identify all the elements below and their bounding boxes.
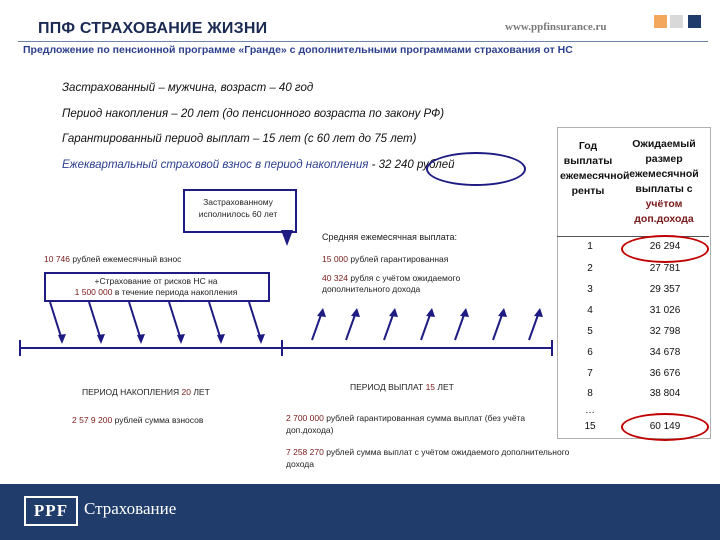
accumulation-period-text: ПЕРИОД НАКОПЛЕНИЯ: [82, 387, 180, 397]
contribution-arrowhead: [137, 334, 145, 344]
guaranteed-payout-text: рублей гарантированная: [350, 254, 449, 264]
payout-arrowhead: [317, 308, 326, 317]
guaranteed-monthly-payout: [322, 254, 448, 264]
total-expected-value: 7 258 270: [286, 447, 324, 457]
payout-period-years: 15: [425, 382, 436, 392]
table-row-value: 38 804: [649, 388, 681, 399]
contribution-arrow: [89, 302, 101, 340]
header-divider: [18, 41, 708, 42]
table-row-value: 32 798: [649, 326, 681, 337]
payout-arrowhead: [460, 308, 469, 317]
table-row-year: 1: [587, 241, 593, 252]
table-row-year: 6: [587, 347, 593, 358]
callout-pointer: [281, 230, 293, 246]
total-guaranteed-payout: [286, 412, 546, 436]
monthly-contribution: [44, 254, 181, 264]
contribution-arrow: [249, 302, 261, 340]
payout-period-text: ПЕРИОД ВЫПЛАТ: [350, 382, 424, 392]
total-contributions-value: 2 57 9 200: [72, 415, 113, 425]
table-header-year: Год выплаты ежемесячной ренты: [560, 140, 630, 197]
table-row-year: 15: [584, 421, 596, 432]
accumulation-period-years: 20: [181, 387, 191, 397]
contribution-arrowhead: [257, 334, 265, 344]
table-header-expected-text: Ожидаемый размер ежемесячной выплаты с: [629, 138, 699, 195]
table-row-value: 29 357: [649, 284, 681, 295]
table-row-year: 8: [587, 388, 593, 399]
total-expected-text: рублей сумма выплат с учётом ожидаемого дополнительного дохода: [286, 447, 570, 469]
total-contributions-text: рублей сумма взносов: [114, 415, 204, 425]
accident-cover-line1: +Страхование от рисков НС на: [94, 276, 218, 286]
premium-label: Ежеквартальный страховой взнос в период накопления: [62, 159, 369, 171]
contribution-arrowhead: [58, 334, 66, 344]
monthly-contribution-text: рублей ежемесячный взнос: [72, 254, 182, 264]
payout-arrowhead: [351, 308, 360, 317]
accumulation-period-unit: ЛЕТ: [193, 387, 210, 397]
total-contributions: [72, 415, 203, 425]
contribution-arrow: [169, 302, 181, 340]
param-insured: Застрахованный – мужчина, возраст – 40 год: [62, 82, 314, 94]
total-guaranteed-value: 2 700 000: [286, 413, 324, 423]
accident-cover-value: 1 500 000: [74, 287, 113, 297]
table-header-expected: [620, 137, 708, 227]
contribution-arrowhead: [177, 334, 185, 344]
expected-monthly-payout: [322, 273, 522, 295]
table-row-year: …: [585, 405, 595, 416]
table-row-value: 60 149: [649, 421, 681, 432]
accent-square-orange: [654, 15, 667, 28]
table-row-year: 2: [587, 263, 593, 274]
payout-arrowhead: [389, 308, 398, 317]
age-callout-text: Застрахованному исполнилось 60 лет: [198, 197, 278, 219]
monthly-contribution-value: 10 746: [44, 254, 70, 264]
accent-square-grey: [670, 15, 683, 28]
table-row-value: 34 678: [649, 347, 681, 358]
contribution-arrowhead: [217, 334, 225, 344]
accident-cover-line2: в течение периода накопления: [114, 287, 238, 297]
table-row-year: 4: [587, 305, 593, 316]
first-year-highlight-oval: [621, 235, 709, 263]
total-guaranteed-text: рублей гарантированная сумма выплат (без учёта доп.дохода): [286, 413, 526, 435]
site-url-link[interactable]: www.ppfinsurance.ru: [505, 21, 607, 33]
payout-period-label: [350, 382, 454, 392]
contribution-arrow: [50, 302, 62, 340]
timeline-diagram: [0, 300, 560, 390]
payout-period-unit: ЛЕТ: [437, 382, 454, 392]
payout-arrows: [312, 308, 543, 340]
contribution-arrows: [50, 302, 265, 344]
accumulation-period-label: [82, 387, 210, 397]
accent-square-navy: [688, 15, 701, 28]
total-expected-payout: [286, 446, 586, 470]
premium-value: - 32 240 рублей: [368, 159, 455, 171]
param-accumulation: Период накопления – 20 лет (до пенсионного возраста по закону РФ): [62, 108, 445, 120]
table-row-year: 7: [587, 368, 593, 379]
table-row-value: 27 781: [649, 263, 681, 274]
subtitle: Предложение по пенсионной программе «Гранде» с дополнительными программами страхования от НС: [23, 44, 573, 56]
last-year-highlight-oval: [621, 413, 709, 441]
accident-cover-text: [48, 276, 264, 298]
table-row-year: 3: [587, 284, 593, 295]
footer-brand: Страхование: [84, 499, 177, 518]
table-row-year: 5: [587, 326, 593, 337]
param-guaranteed: Гарантированный период выплат – 15 лет (с 60 лет до 75 лет): [62, 133, 417, 145]
expected-payout-value: 40 324: [322, 273, 348, 283]
table-row-value: 26 294: [649, 241, 681, 252]
expected-payout-text: рубля с учётом ожидаемого дополнительного дохода: [322, 273, 461, 294]
table-row-value: 31 026: [649, 305, 681, 316]
table-header-expected-accent: учётом доп.дохода: [634, 198, 694, 225]
payout-arrowhead: [426, 308, 435, 317]
avg-payout-label: Средняя ежемесячная выплата:: [322, 232, 458, 242]
table-row-value: 36 676: [649, 368, 681, 379]
payout-arrowhead: [534, 308, 543, 317]
guaranteed-payout-value: 15 000: [322, 254, 348, 264]
contribution-arrow: [129, 302, 141, 340]
contribution-arrow: [209, 302, 221, 340]
ppf-logo: PPF: [24, 496, 78, 526]
contribution-arrowhead: [97, 334, 105, 344]
payout-arrowhead: [498, 308, 507, 317]
page-title: ППФ СТРАХОВАНИЕ ЖИЗНИ: [38, 20, 268, 37]
premium-highlight-oval: [426, 152, 526, 186]
param-premium: [62, 159, 455, 171]
